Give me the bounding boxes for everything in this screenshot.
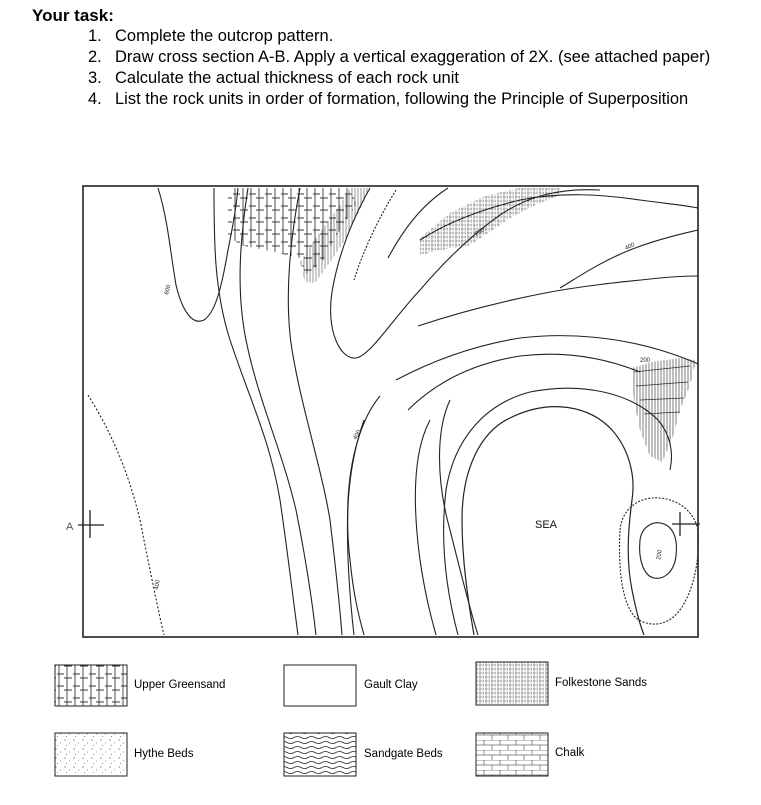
task-text: Draw cross section A-B. Apply a vertical exaggeration of 2X. (see attached paper) [115,48,711,66]
legend-label-folkestone-sands: Folkestone Sands [555,677,648,689]
legend-swatch-gault-clay [284,665,356,706]
legend-label-gault-clay: Gault Clay [364,679,418,691]
point-a-label: A [66,521,74,533]
legend-label-hythe-beds: Hythe Beds [134,748,194,760]
legend-label-sandgate-beds: Sandgate Beds [364,748,443,760]
contour-label: 600 [164,284,173,296]
contour-label: 200 [640,358,651,364]
task-title: Your task: [32,6,114,25]
contour-label: 200 [656,549,664,561]
legend-swatch-sandgate-beds [284,733,356,776]
legend-swatch-chalk [476,733,548,776]
contour-label: 200 [474,227,486,238]
legend-swatch-upper-greensand [55,665,127,706]
legend-swatch-folkestone-sands [476,662,548,705]
task-number: 2. [88,48,102,66]
legend-label-chalk: Chalk [555,747,585,759]
legend-label-upper-greensand: Upper Greensand [134,679,226,691]
contour-label: 400 [154,579,162,591]
contour-label: 400 [352,429,363,441]
task-text: List the rock units in order of formation, following the Principle of Superposition [115,90,689,108]
legend-swatch-hythe-beds [55,733,127,776]
task-number: 1. [88,27,102,45]
task-text: Complete the outcrop pattern. [115,27,334,45]
sea-label: SEA [535,519,558,531]
task-text: Calculate the actual thickness of each rock unit [115,69,459,87]
task-number: 3. [88,69,102,87]
task-number: 4. [88,90,102,108]
legend [55,662,548,776]
contour-label: 400 [624,242,636,252]
